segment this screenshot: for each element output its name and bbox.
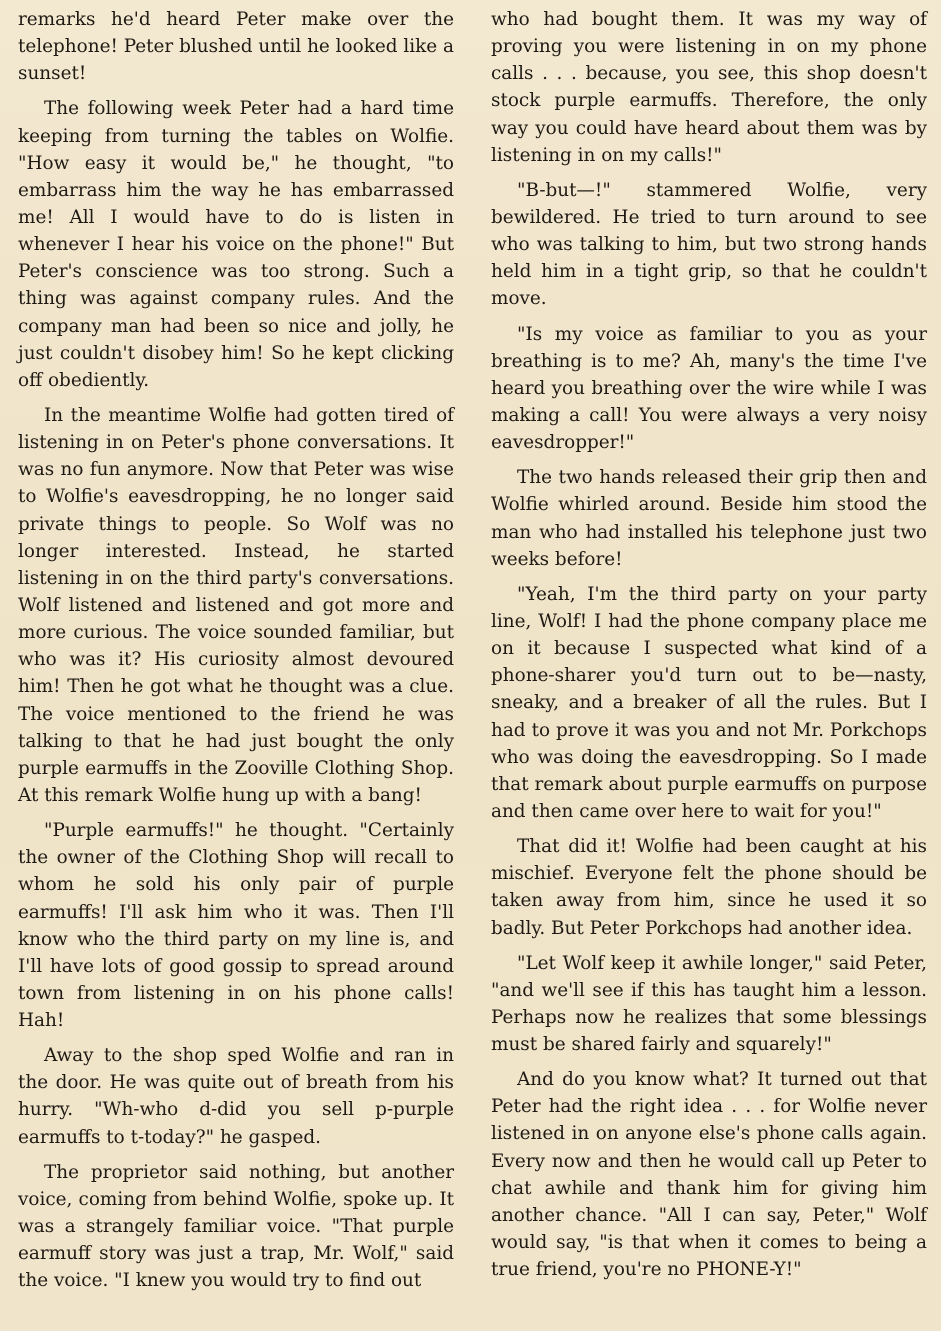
- paragraph: who had bought them. It was my way of proving you were listening in on my phone calls . . . because, you see, this shop doesn't stock purple earmuffs. Therefore, the only way you could have heard about them was by listening in on my calls!": [491, 9, 927, 166]
- right-text-column: [491, 6, 927, 1291]
- paragraph: "Is my voice as familiar to you as your breathing is to me? Ah, many's the time I've heard you breathing over the wire while I was making a call! You were always a very noisy eavesdropper!": [491, 323, 927, 454]
- paragraph: That did it! Wolfie had been caught at his mischief. Everyone felt the phone should be taken away from him, since he used it so badly. But Peter Porkchops had another idea.: [491, 836, 927, 939]
- paragraph: And do you know what? It turned out that Peter had the right idea . . . for Wolfie never listened in on anyone else's phone calls again. Every now and then he would call up Peter to chat awhile and thank him for giving him another chance. "All I can say, Peter," Wolf would say, "is that when it comes to being a true friend, you're no PHONE-Y!": [491, 1069, 927, 1281]
- paragraph: The proprietor said nothing, but another voice, coming from behind Wolfie, spoke up. It was a strangely familiar voice. "That purple earmuff story was just a trap, Mr. Wolf," said the voice. "I knew you would try to find out: [18, 1161, 454, 1292]
- paragraph: "B-but—!" stammered Wolfie, very bewildered. He tried to turn around to see who was talking to him, but two strong hands held him in a tight grip, so that he couldn't move.: [491, 179, 927, 310]
- paragraph: "Let Wolf keep it awhile longer," said Peter, "and we'll see if this has taught him a lesson. Perhaps now he realizes that some blessings must be shared fairly and squarely!": [491, 952, 927, 1056]
- paragraph: "Yeah, I'm the third party on your party line, Wolf! I had the phone company place me on it because I suspected what kind of a phone-sharer you'd turn out to be—nasty, sneaky, and a breaker of all the rules. But I had to prove it was you and not Mr. Porkchops who was doing the eavesdropping. So I made that remark about purple earmuffs on purpose and then came over here to wait for you!": [491, 583, 927, 822]
- paragraph: The following week Peter had a hard time keeping from turning the tables on Wolfie. "How easy it would be," he thought, "to embarrass him the way he has embarrassed me! All I would have to do is listen in whenever I hear his voice on the phone!" But Peter's conscience was too strong. Such a thing was against company rules. And the company man had been so nice and jolly, he just couldn't disobey him! So he kept clicking off obediently.: [18, 98, 454, 391]
- paragraph: In the meantime Wolfie had gotten tired of listening in on Peter's phone conversations. It was no fun anymore. Now that Peter was wise to Wolfie's eavesdropping, he no longer said private things to people. So Wolf was no longer interested. Instead, he started listening in on the third party's conversations. Wolf listened and listened and got more and more curious. The voice sounded familiar, but who was it? His curiosity almost devoured him! Then he got what he thought was a clue. The voice mentioned to the friend he was talking to that he had just bought the only purple earmuffs in the Zooville Clothing Shop. At this remark Wolfie hung up with a bang!: [18, 404, 454, 806]
- paragraph: The two hands released their grip then and Wolfie whirled around. Beside him stood the man who had installed his telephone just two weeks before!: [491, 467, 927, 570]
- paragraph: Away to the shop sped Wolfie and ran in the door. He was quite out of breath from his hurry. "Wh-who d-did you sell p-purple earmuffs to t-today?" he gasped.: [18, 1045, 454, 1148]
- left-text-column: [18, 6, 454, 1302]
- paragraph: remarks he'd heard Peter make over the telephone! Peter blushed until he looked like a sunset!: [18, 9, 454, 85]
- paragraph: "Purple earmuffs!" he thought. "Certainly the owner of the Clothing Shop will recall to whom he sold his only pair of purple earmuffs! I'll ask him who it was. Then I'll know who the third party on my line is, and I'll have lots of good gossip to spread around town from listening in on his phone calls! Hah!: [18, 820, 454, 1032]
